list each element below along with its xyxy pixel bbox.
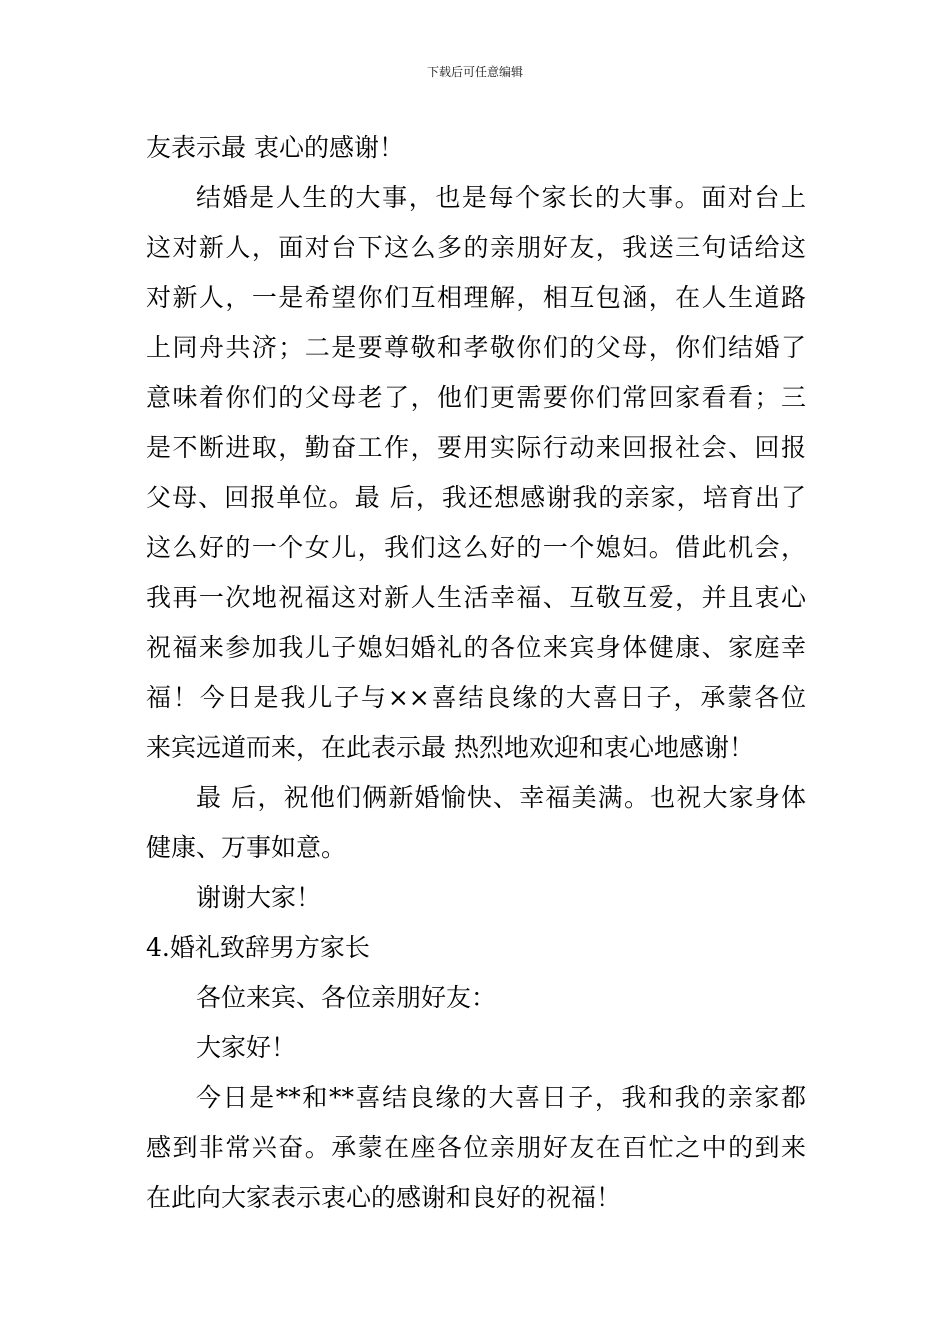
text-line: 健康、万事如意。 bbox=[146, 833, 347, 862]
text-line: 来宾远道而来，在此表示最 热烈地欢迎和衷心地感谢！ bbox=[146, 733, 754, 762]
document-body bbox=[146, 123, 806, 1223]
paragraph-start-line: 今日是**和**喜结良缘的大喜日子，我和我的亲家都 bbox=[196, 1083, 806, 1112]
text-line: 在此向大家表示衷心的感谢和良好的祝福！ bbox=[146, 1183, 622, 1212]
text-line: 我再一次地祝福这对新人生活幸福、互敬互爱，并且衷心 bbox=[146, 583, 806, 612]
text-line: 福！今日是我儿子与××喜结良缘的大喜日子，承蒙各位 bbox=[146, 683, 806, 712]
text-line: 友表示最 衷心的感谢！ bbox=[146, 133, 404, 162]
text-line: 祝福来参加我儿子媳妇婚礼的各位来宾身体健康、家庭幸 bbox=[146, 633, 806, 662]
text-line: 对新人，一是希望你们互相理解，相互包涵，在人生道路 bbox=[146, 283, 806, 312]
text-line: 上同舟共济；二是要尊敬和孝敬你们的父母，你们结婚了 bbox=[146, 333, 806, 362]
paragraph-start-line: 最 后，祝他们俩新婚愉快、幸福美满。也祝大家身体 bbox=[196, 783, 806, 812]
salutation: 各位来宾、各位亲朋好友： bbox=[196, 983, 497, 1012]
page-header-note: 下载后可任意编辑 bbox=[426, 65, 523, 79]
section-heading: 4.婚礼致辞男方家长 bbox=[146, 933, 370, 962]
text-line: 父母、回报单位。最 后，我还想感谢我的亲家，培育出了 bbox=[146, 483, 806, 512]
text-line: 感到非常兴奋。承蒙在座各位亲朋好友在百忙之中的到来 bbox=[146, 1133, 806, 1162]
text-line: 意味着你们的父母老了，他们更需要你们常回家看看；三 bbox=[146, 383, 806, 412]
text-line: 是不断进取，勤奋工作，要用实际行动来回报社会、回报 bbox=[146, 433, 806, 462]
greeting: 大家好！ bbox=[196, 1033, 297, 1062]
paragraph-start-line: 结婚是人生的大事，也是每个家长的大事。面对台上 bbox=[196, 183, 806, 212]
text-line: 这对新人，面对台下这么多的亲朋好友，我送三句话给这 bbox=[146, 233, 806, 262]
text-line: 这么好的一个女儿，我们这么好的一个媳妇。借此机会， bbox=[146, 533, 806, 562]
closing-thanks: 谢谢大家！ bbox=[196, 883, 322, 912]
